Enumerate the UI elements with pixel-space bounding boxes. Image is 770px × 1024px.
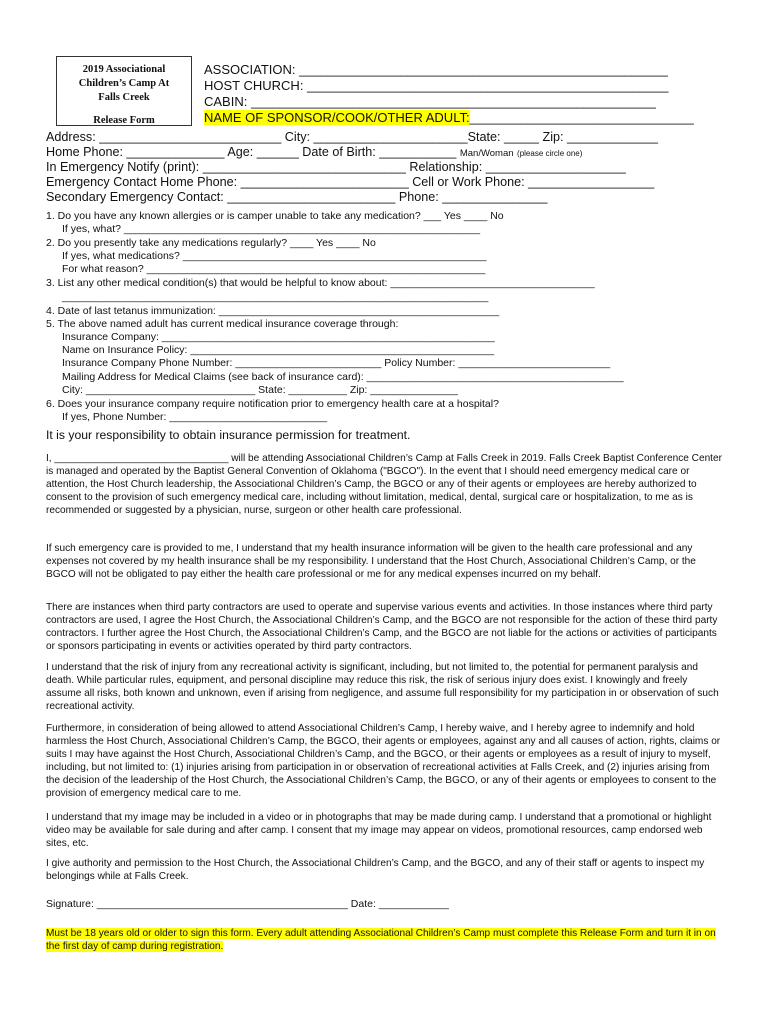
address-line[interactable]: Address: __________________________ City: ______________________State: _____ Zip: _____________ — [46, 130, 659, 144]
home-phone-line[interactable] — [46, 145, 582, 161]
secondary-contact-line[interactable]: Secondary Emergency Contact: ________________________ Phone: _______________ — [46, 190, 548, 204]
insurance-phone-field[interactable]: Insurance Company Phone Number: _________________________ Policy Number: __________________________ — [62, 357, 611, 369]
title-line: 2019 Associational — [82, 64, 166, 75]
claims-address-field[interactable]: Mailing Address for Medical Claims (see back of insurance card): ____________________________________________ — [62, 371, 624, 383]
responsibility-notice: It is your responsibility to obtain insurance permission for treatment. — [46, 428, 411, 442]
question-2[interactable]: 2. Do you presently take any medications regularly? ____ Yes ____ No — [46, 237, 376, 249]
sponsor-name-field[interactable] — [204, 110, 694, 125]
question-5: 5. The above named adult has current medical insurance coverage through: — [46, 318, 399, 330]
association-field[interactable]: ASSOCIATION: ___________________________________________________ — [204, 62, 668, 77]
inspection-paragraph: I give authority and permission to the Host Church, the Associational Children’s Camp, and the BGCO, and any of their staff or agents to inspect my belongings while at Falls Creek. — [46, 858, 705, 882]
contractors-paragraph: There are instances when third party contractors are used to operate and supervise various events and activities. In those instances where third party contractors are used, I agree the Host Church, the Associational Children’s Camp, and the BGCO are not responsible for the action of these third party contractors. I further agree the Host Church, the Associational Children’s Camp, and the BGCO are not liable for the actions or activities of participants or sponsors participating in events or activities operated by third party contractors. — [46, 602, 718, 652]
question-2-reason[interactable]: For what reason? __________________________________________________________ — [62, 263, 486, 275]
signature-line[interactable]: Signature: ___________________________________________ Date: ____________ — [46, 898, 449, 910]
cabin-field[interactable]: CABIN: ________________________________________________________ — [204, 94, 656, 109]
question-3-continued[interactable]: _________________________________________________________________________ — [62, 291, 489, 303]
question-6-phone[interactable]: If yes, Phone Number: ___________________________ — [62, 411, 328, 423]
question-2-medications[interactable]: If yes, what medications? ____________________________________________________ — [62, 250, 487, 262]
age-requirement-text: Must be 18 years old or older to sign this form. Every adult attending Associational Children’s Camp must complete this Release Form and turn it in on the first day of camp during registration. — [46, 928, 716, 952]
sponsor-name-label: NAME OF SPONSOR/COOK/OTHER ADULT: — [204, 110, 470, 125]
emergency-phone-line[interactable]: Emergency Contact Home Phone: ________________________ Cell or Work Phone: __________________ — [46, 175, 655, 189]
image-consent-paragraph: I understand that my image may be included in a video or in photographs that may be made during camp. I understand that a promotional or highlight video may be available for sale during and after camp. I consent that my image may appear on videos, promotional resources, camp endorsed web sites, etc. — [46, 812, 712, 849]
title-line: Falls Creek — [98, 92, 150, 103]
sponsor-name-blank[interactable]: _______________________________ — [469, 110, 694, 125]
policy-name-field[interactable]: Name on Insurance Policy: ____________________________________________________ — [62, 344, 495, 356]
host-church-field[interactable]: HOST CHURCH: __________________________________________________ — [204, 78, 669, 93]
emergency-notify-line[interactable]: In Emergency Notify (print): _____________________________ Relationship: ____________________ — [46, 160, 626, 174]
waiver-paragraph: Furthermore, in consideration of being allowed to attend Associational Children’s Camp, I hereby waive, and I hereby agree to indemnify and hold harmless the Host Church, Associational Children’s Camp, the BGCO, their agents or employees, against any and all causes of action, rights, claims or suits I may have against the Host Church, Associational Children’s Camp, and the BGCO, or their agents or employees as a result of injury to myself, including, but not limited to: (1) injuries arising from participation in or observation of recreational activities at Falls Creek, and (2) injuries arising from the decision of the leadership of the Host Church, the Associational Children’s Camp, the BGCO, or any of their agents or employees to consent to the provision of emergency medical care to me. — [46, 723, 721, 799]
risk-paragraph: I understand that the risk of injury from any recreational activity is significant, including, but not limited to, the potential for permanent paralysis and death. While particular rules, equipment, and personal discipline may reduce this risk, the risk of serious injury does exist. I knowingly and freely assume all risks, both known and unknown, even if arising from negligence, and assume full responsibility for my participation in or observation of such recreational activity. — [46, 662, 719, 712]
circle-one-note: (please circle one) — [517, 149, 583, 158]
question-1-detail[interactable]: If yes, what? _____________________________________________________________ — [62, 223, 481, 235]
consent-paragraph: I, _______________________________ will be attending Associational Children’s Camp at Falls Creek in 2019. Falls Creek Baptist Conference Center is managed and operated by the Baptist General Convention of Oklahoma ("BGCO"). In the event that I should need emergency medical care or attention, the Host Church leadership, the Associational Children’s Camp, the BGCO or any of their agents or employees are hereby authorized to consent to the provision of such emergency medical care, including without limitation, medical, dental, surgical care or hospitalization, to me as is recommended or suggested by a physician, nurse, surgeon or other health care professional. — [46, 453, 722, 516]
question-4[interactable]: 4. Date of last tetanus immunization: ________________________________________________ — [46, 305, 500, 317]
insurance-company-field[interactable]: Insurance Company: _________________________________________________________ — [62, 331, 495, 343]
form-title-box — [56, 56, 192, 126]
question-1[interactable]: 1. Do you have any known allergies or is camper unable to take any medication? ___ Yes ____ No — [46, 210, 504, 222]
claims-city-field[interactable]: City: _____________________________ State: __________ Zip: _______________ — [62, 384, 458, 396]
title-line: Children’s Camp At — [78, 78, 170, 89]
question-6: 6. Does your insurance company require notification prior to emergency health care at a hospital? — [46, 398, 499, 410]
insurance-paragraph: If such emergency care is provided to me, I understand that my health insurance information will be given to the health care professional and any expenses not covered by my health insurance shall be my responsibility. I understand that the Host Church, Associational Children’s Camp, or the BGCO will not be obligated to pay either the health care professional or me for any medical expenses incurred on my behalf. — [46, 543, 696, 580]
question-3[interactable]: 3. List any other medical condition(s) that would be helpful to know about: ___________________________________ — [46, 277, 595, 289]
man-woman-option[interactable]: Man/Woman — [459, 148, 514, 159]
home-phone-age-dob[interactable]: Home Phone: ______________ Age: ______ Date of Birth: ___________ — [46, 145, 457, 159]
form-subtitle: Release Form — [93, 115, 155, 126]
age-requirement-note — [46, 927, 722, 953]
